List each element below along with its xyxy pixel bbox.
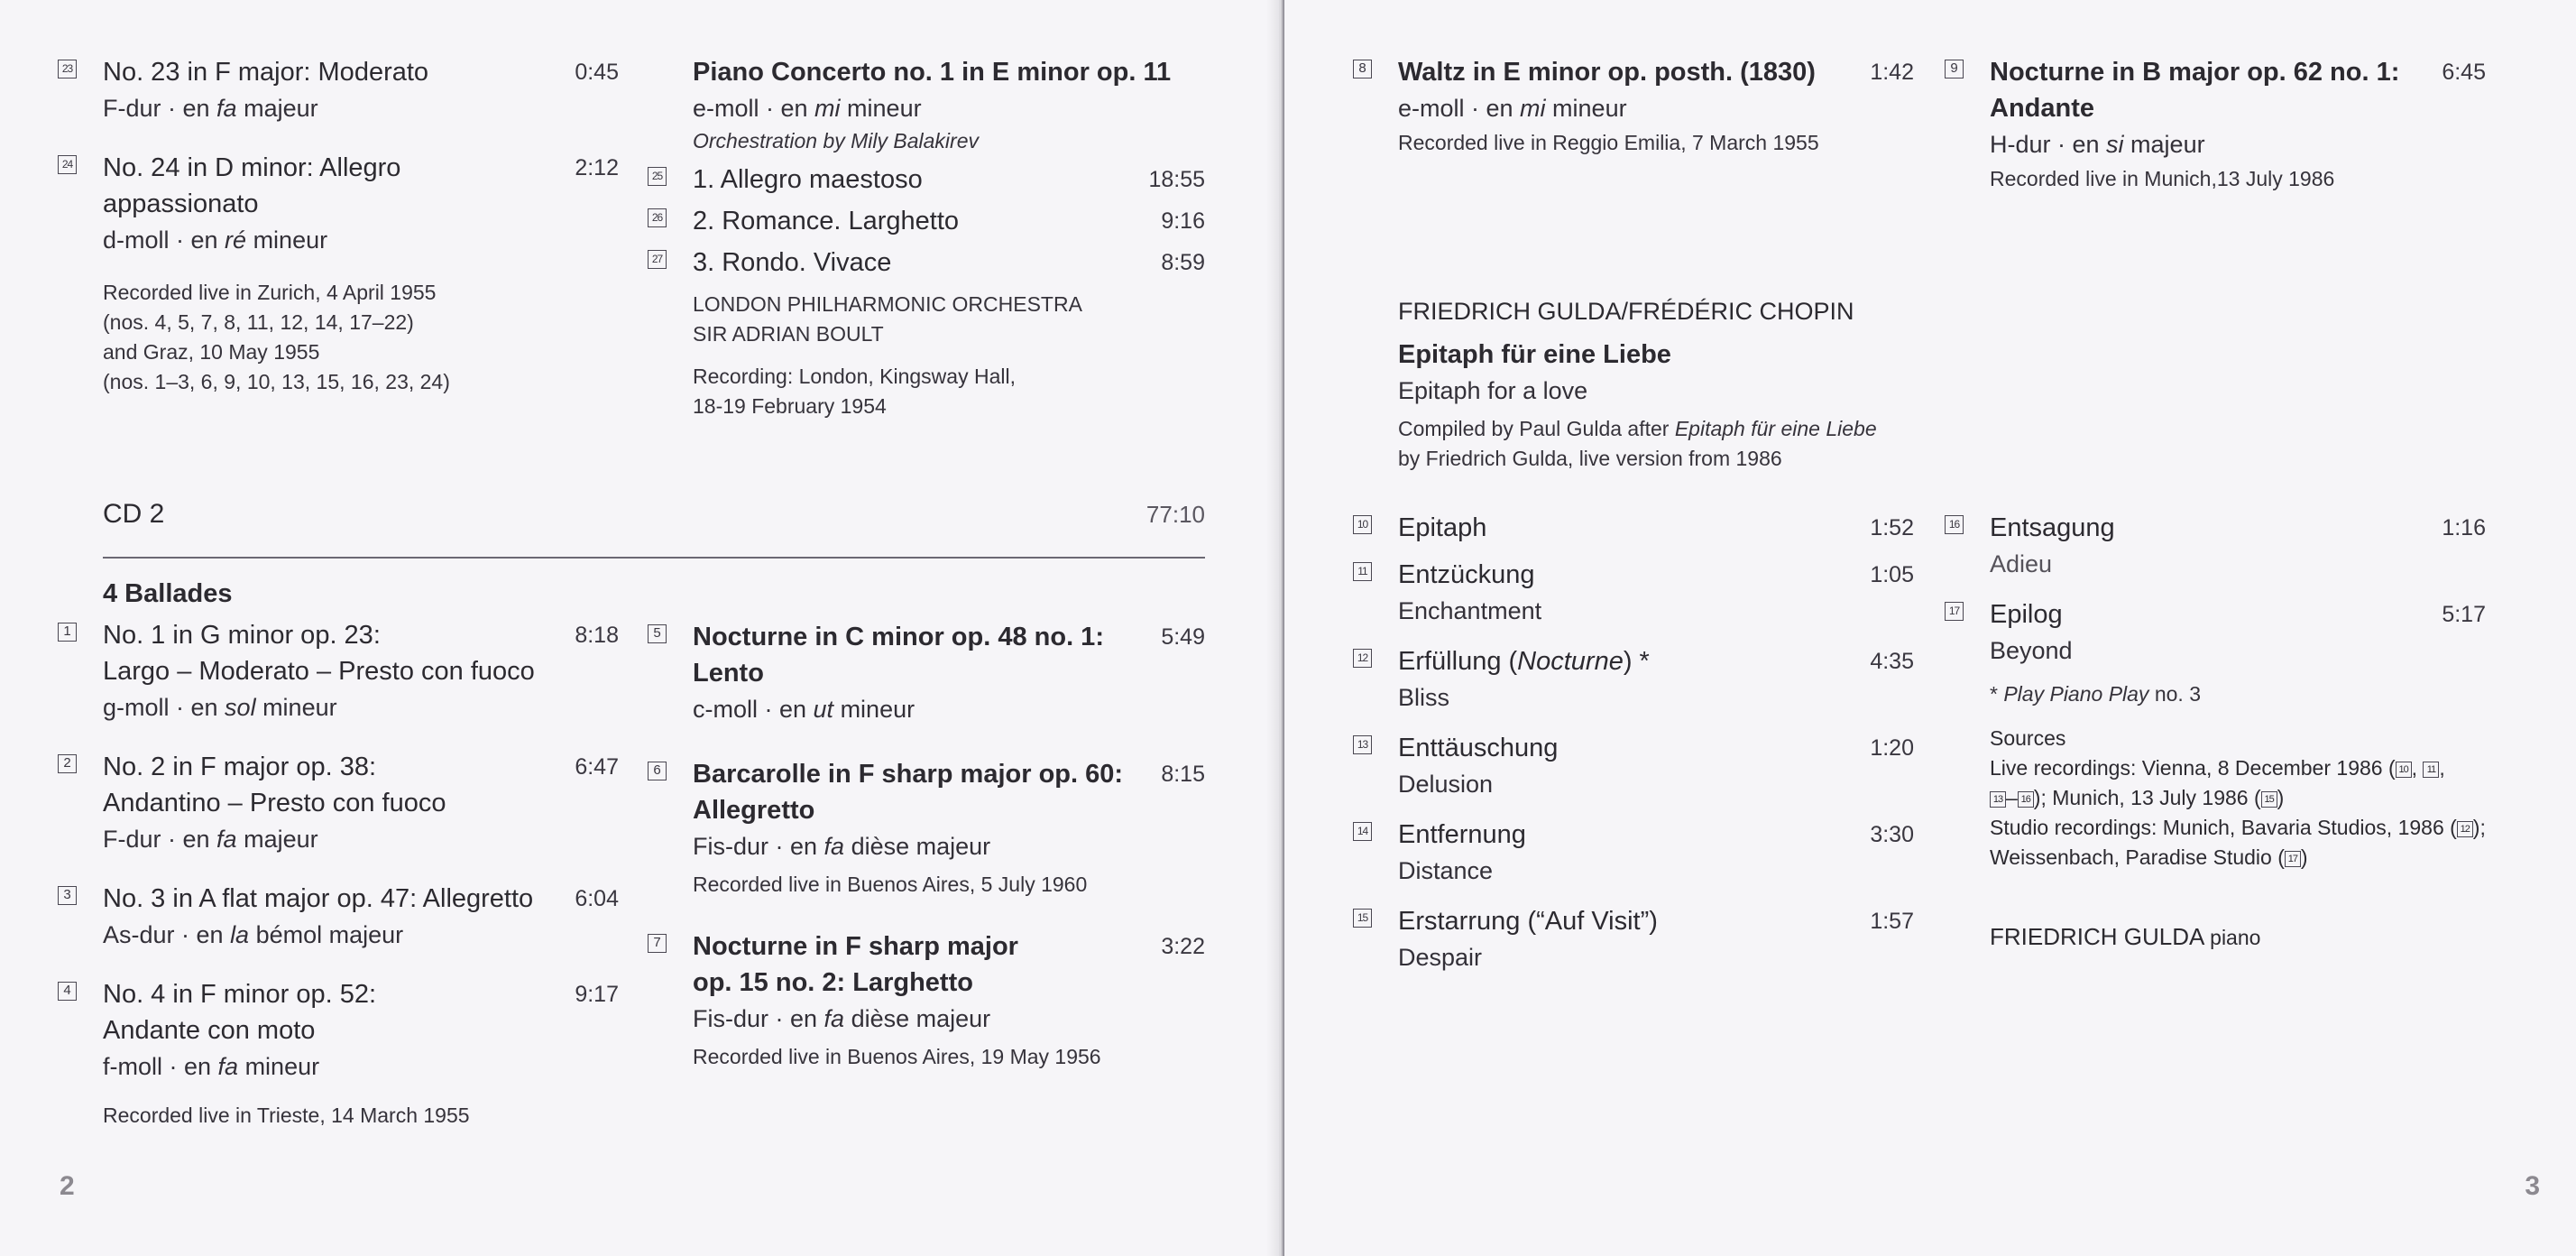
track-entry [58,54,619,126]
performer-line [1990,923,2486,951]
cd-header [103,499,1205,530]
track-title: Entzückung [1398,560,1535,589]
track-entry [648,245,1205,281]
work-title: Epitaph für eine Liebe [1398,340,1671,369]
track-number-box: 27 [648,250,667,269]
track-title: 1. Allegro maestoso [693,165,923,194]
track-duration: 1:57 [1870,909,1914,934]
waltz-note: Recorded live in Reggio Emilia, 7 March 1955 [1398,131,1819,154]
track-title: No. 24 in D minor: Allegro appassionato [103,153,401,218]
track-entry [648,756,1205,900]
track-title-line2: Lento [693,659,764,688]
track-subtitle: Distance [1398,857,1494,884]
track-subtitle: Delusion [1398,771,1494,798]
nocturnes-block [648,619,1205,1101]
track-entry [648,928,1205,1072]
track-duration: 3:22 [1161,934,1205,959]
epitaph-tracks-left [1353,510,1914,990]
track-subtitle: F-dur · en fa majeur [103,95,318,122]
note-line: (nos. 4, 5, 7, 8, 11, 12, 14, 17–22) [103,310,414,334]
left-col1-top [58,54,619,397]
ballades-block [58,576,619,1131]
waltz-key: e-moll · en mi mineur [1398,95,1627,122]
track-subtitle: c-moll · en ut mineur [693,696,915,723]
track-entry [1353,730,1914,802]
page-number: 3 [2525,1171,2540,1201]
orchestration-note: Orchestration by Mily Balakirev [693,129,979,152]
track-title-line2: Andante con moto [103,1016,316,1045]
track-duration: 1:05 [1870,562,1914,587]
left-page [0,0,1279,1256]
track-duration: 3:30 [1870,822,1914,847]
track-title-line2: Largo – Moderato – Presto con fuoco [103,657,535,686]
divider [103,557,1205,559]
nocturne62-note: Recorded live in Munich,13 July 1986 [1990,167,2335,190]
track-title-line2: Allegretto [693,796,815,825]
concerto-title: Piano Concerto no. 1 in E minor op. 11 [693,58,1172,87]
track-duration: 6:04 [575,886,619,911]
track-duration: 8:18 [575,623,619,648]
track-entry [648,162,1205,198]
track-duration: 1:20 [1870,735,1914,761]
track-duration: 8:15 [1161,762,1205,787]
track-entry [58,749,619,857]
nocturne62-title-line2: Andante [1990,94,2094,123]
waltz-block [1353,54,1914,181]
track-number-box: 7 [648,934,667,953]
track-number-box: 6 [648,762,667,780]
track-entry [1353,903,1914,975]
nocturne62-title: Nocturne in B major op. 62 no. 1: [1990,58,2400,87]
footnote: * Play Piano Play no. 3 [1990,682,2201,706]
track-subtitle: As-dur · en la bémol majeur [103,921,404,948]
track-duration: 1:52 [1870,515,1914,540]
track-duration: 5:17 [2442,602,2486,627]
recording-line: Recording: London, Kingsway Hall, [693,365,1016,388]
sources-line: Weissenbach, Paradise Studio ( 17 ) [1990,845,2308,869]
track-title: No. 3 in A flat major op. 47: Allegretto [103,884,534,913]
note-line: Recorded live in Zurich, 4 April 1955 [103,281,437,304]
track-duration: 6:47 [575,754,619,780]
note-line: (nos. 1–3, 6, 9, 10, 13, 15, 16, 23, 24) [103,370,450,393]
track-subtitle: g-moll · en sol mineur [103,694,337,721]
track-number-box: 25 [648,167,667,186]
track-entry [58,881,619,953]
track-title: Epilog [1990,600,2063,629]
track-subtitle: Despair [1398,944,1483,971]
track-subtitle: d-moll · en ré mineur [103,226,328,254]
track-number-box: 14 [1353,822,1372,841]
track-subtitle: Beyond [1990,637,2073,664]
trieste-note: Recorded live in Trieste, 14 March 1955 [103,1104,470,1127]
track-number-box: 4 [58,982,77,1001]
track-number-box: 3 [58,886,77,905]
track-title: Entfernung [1398,820,1526,849]
track-duration: 5:49 [1161,624,1205,650]
track-number-box: 12 [1353,649,1372,668]
track-title: 3. Rondo. Vivace [693,248,892,277]
track-title: No. 2 in F major op. 38: [103,753,377,781]
sources-line: Live recordings: Vienna, 8 December 1986 ( 10 , 11 , [1990,756,2445,780]
track-title-line2: Andantino – Presto con fuoco [103,789,446,817]
track-entry [648,203,1205,239]
track-title: Erfüllung (Nocturne) * [1398,647,1650,676]
track-subtitle: Adieu [1990,550,2053,577]
concerto-key: e-moll · en mi mineur [693,95,922,122]
track-duration: 9:17 [575,982,619,1007]
composer-line: FRIEDRICH GULDA/FRÉDÉRIC CHOPIN [1398,298,1854,325]
track-title: Entsagung [1990,513,2115,542]
track-subtitle: Fis-dur · en fa dièse majeur [693,1005,991,1032]
track-title: Barcarolle in F sharp major op. 60: [693,760,1124,789]
track-number-box: 17 [1945,602,1964,621]
track-note: Recorded live in Buenos Aires, 19 May 1956 [693,1045,1101,1068]
nocturne62-key: H-dur · en si majeur [1990,131,2205,158]
track-subtitle: f-moll · en fa mineur [103,1053,320,1080]
right-page [1284,0,2576,1256]
concerto-block [648,54,1205,421]
track-number-box: 24 [58,155,77,174]
track-subtitle: Enchantment [1398,597,1542,624]
track-subtitle: Fis-dur · en fa dièse majeur [693,833,991,860]
sources-heading: Sources [1990,726,2066,750]
track-duration: 4:35 [1870,649,1914,674]
sources-line: Studio recordings: Munich, Bavaria Studios, 1986 ( 12 ); [1990,816,2486,839]
track-entry [1353,510,1914,546]
track-entry [1945,596,2486,669]
track-number-box: 9 [1945,60,1964,78]
track-number-box: 10 [1353,515,1372,534]
track-title: No. 23 in F major: Moderato [103,58,429,87]
epitaph-tracks-right [1945,510,2486,951]
track-subtitle: Bliss [1398,684,1450,711]
track-number-box: 26 [648,208,667,227]
ballades-heading: 4 Ballades [103,579,233,608]
nocturne62-block [1945,54,2486,217]
track-number-box: 2 [58,754,77,773]
track-duration: 2:12 [575,155,619,180]
track-title: No. 4 in F minor op. 52: [103,980,377,1009]
track-entry [1353,557,1914,629]
compiled-line: Compiled by Paul Gulda after Epitaph für eine Liebe [1398,417,1877,440]
performer-role: piano [2210,926,2261,949]
track-duration: 18:55 [1148,167,1205,192]
track-title: Epitaph [1398,513,1487,542]
track-number-box: 23 [58,60,77,78]
sources-line: 13 – 16 ); Munich, 13 July 1986 ( 15 ) [1990,783,2486,813]
track-entry [1353,643,1914,716]
track-subtitle: F-dur · en fa majeur [103,826,318,853]
track-entry [648,619,1205,727]
epitaph-header [1398,293,1939,474]
recording-line: 18-19 February 1954 [693,394,887,418]
track-entry [58,976,619,1085]
track-title: Nocturne in C minor op. 48 no. 1: [693,623,1104,651]
track-number-box: 13 [1353,735,1372,754]
nocturne62-duration: 6:45 [2442,60,2486,85]
cd-label: CD 2 [103,499,165,529]
track-entry [1353,817,1914,889]
track-title-line2: op. 15 no. 2: Larghetto [693,968,973,997]
conductor-name: SIR ADRIAN BOULT [693,322,884,346]
track-title: Nocturne in F sharp major [693,932,1018,961]
track-number-box: 5 [648,624,667,643]
cd-time: 77:10 [1145,501,1205,528]
track-entry [1945,510,2486,582]
page-number: 2 [60,1171,75,1201]
track-title: No. 1 in G minor op. 23: [103,621,381,650]
track-title: 2. Romance. Larghetto [693,207,960,236]
track-duration: 0:45 [575,60,619,85]
performer-name: FRIEDRICH GULDA [1990,923,2203,950]
track-note: Recorded live in Buenos Aires, 5 July 1960 [693,873,1088,896]
track-number-box: 16 [1945,515,1964,534]
orchestra-name: LONDON PHILHARMONIC ORCHESTRA [693,292,1082,316]
waltz-duration: 1:42 [1870,60,1914,85]
waltz-title: Waltz in E minor op. posth. (1830) [1398,58,1816,87]
track-duration: 8:59 [1161,250,1205,275]
track-number-box: 8 [1353,60,1372,78]
track-number-box: 11 [1353,562,1372,581]
track-duration: 1:16 [2442,515,2486,540]
track-entry [58,617,619,725]
track-title: Enttäuschung [1398,734,1559,762]
work-subtitle: Epitaph for a love [1398,377,1588,404]
sources-block [1990,724,2486,873]
zurich-note [103,278,619,397]
track-entry [58,150,619,258]
track-title: Erstarrung (“Auf Visit”) [1398,907,1658,936]
track-number-box: 15 [1353,909,1372,928]
track-duration: 9:16 [1161,208,1205,234]
track-number-box: 1 [58,623,77,642]
compiled-line: by Friedrich Gulda, live version from 1986 [1398,447,1782,470]
note-line: and Graz, 10 May 1955 [103,340,320,364]
